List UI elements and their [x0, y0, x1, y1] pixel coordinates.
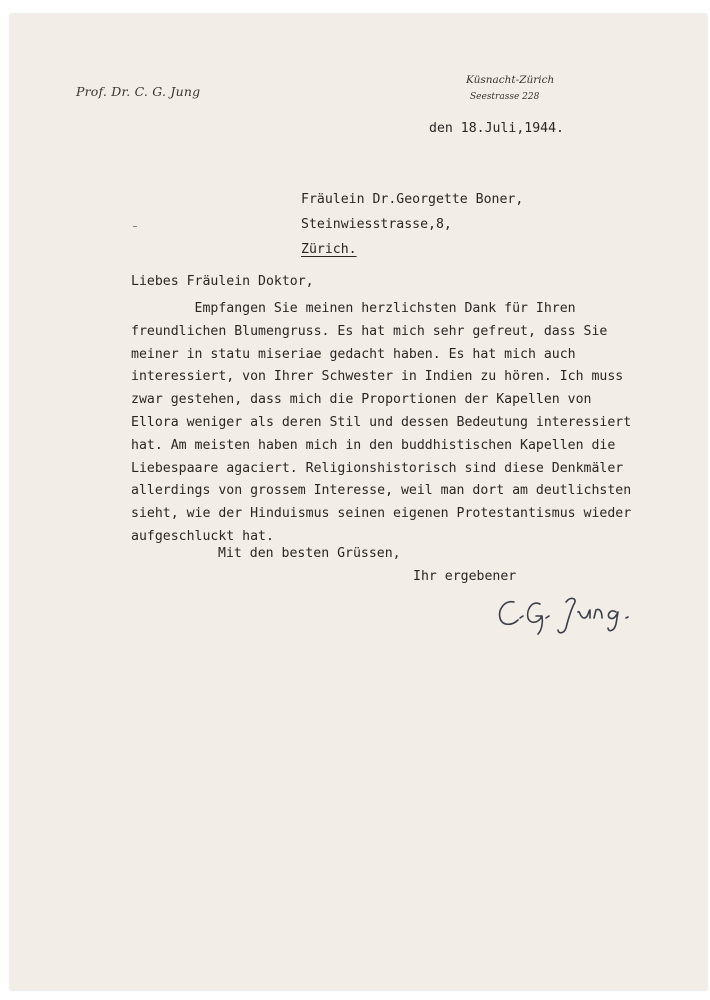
body-line: freundlichen Blumengruss. Es hat mich sehr gefreut, dass Sie	[131, 323, 608, 339]
letterhead-street: Seestrasse 228	[470, 92, 540, 102]
closing: Mit den besten Grüssen,	[218, 546, 401, 561]
salutation: Liebes Fräulein Doktor,	[131, 274, 314, 289]
body-line: allerdings von grossem Interesse, weil man dort am deutlichsten	[131, 483, 632, 499]
recipient-city: Zürich.	[301, 242, 357, 257]
recipient-name: Fräulein Dr.Georgette Boner,	[301, 192, 524, 207]
body-line: Ellora weniger als deren Stil und dessen Bedeutung interessiert	[131, 414, 632, 430]
letter-sheet	[10, 14, 707, 990]
yours-truly: Ihr ergebener	[413, 569, 517, 584]
recipient-street: Steinwiesstrasse,8,	[301, 217, 452, 232]
letter-body	[131, 298, 631, 549]
body-line: hat. Am meisten haben mich in den buddhistischen Kapellen die	[131, 437, 616, 453]
fold-mark	[133, 226, 137, 227]
letter-date: den 18.Juli,1944.	[429, 121, 564, 136]
body-line: aufgeschluckt hat.	[131, 528, 274, 544]
body-line: Liebespaare agaciert. Religionshistorisch sind diese Denkmäler	[131, 460, 624, 476]
body-line: zwar gestehen, dass mich die Proportionen der Kapellen von	[131, 392, 592, 408]
body-line: interessiert, von Ihrer Schwester in Indien zu hören. Ich muss	[131, 369, 624, 385]
letterhead-place: Küsnacht-Zürich	[466, 74, 555, 86]
letterhead-name: Prof. Dr. C. G. Jung	[76, 84, 201, 99]
body-line: Empfangen Sie meinen herzlichsten Dank für Ihren	[131, 301, 576, 316]
body-line: meiner in statu miseriae gedacht haben. Es hat mich auch	[131, 346, 576, 362]
body-line: sieht, wie der Hinduismus seinen eigenen Protestantismus wieder	[131, 506, 632, 522]
handwritten-signature	[496, 588, 656, 638]
letterhead-address	[466, 72, 554, 106]
